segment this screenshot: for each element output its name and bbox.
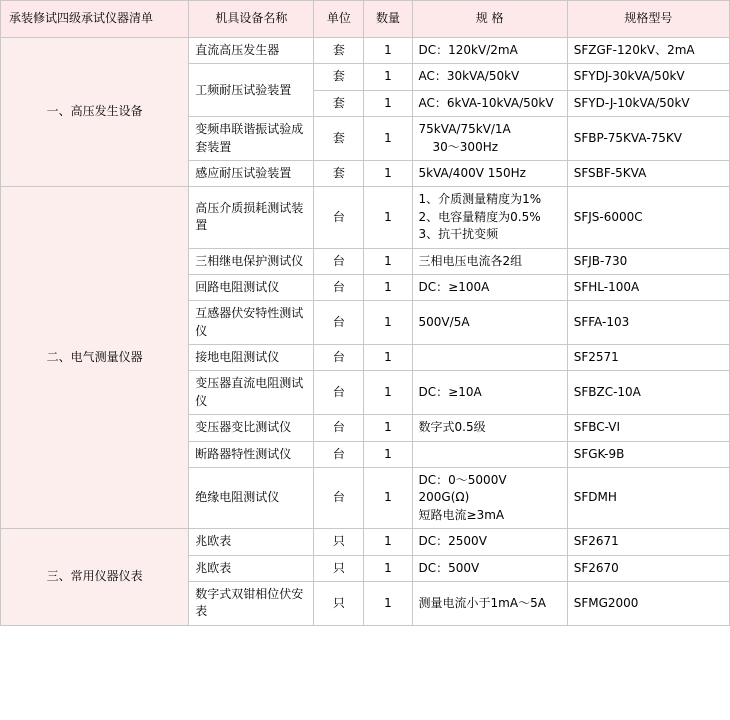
unit-cell: 只 (314, 555, 364, 581)
quantity-cell: 1 (364, 38, 412, 64)
specification-line: DC：≥10A (418, 385, 482, 400)
model-cell: SFDMH (567, 468, 729, 529)
category-cell: 二、电气测量仪器 (1, 187, 189, 529)
equipment-name-cell: 数字式双钳相位伏安表 (189, 581, 314, 625)
specification-line: 30～300Hz (432, 139, 499, 154)
specification-line: DC：≥100A (418, 279, 490, 294)
unit-cell: 套 (314, 160, 364, 186)
quantity-cell: 1 (364, 301, 412, 345)
equipment-name-cell: 工频耐压试验装置 (189, 64, 314, 117)
unit-cell: 台 (314, 301, 364, 345)
table-row (1, 187, 730, 248)
equipment-name-cell: 变频串联谐振试验成套装置 (189, 117, 314, 161)
model-cell: SFGK-9B (567, 441, 729, 467)
quantity-cell: 1 (364, 64, 412, 90)
quantity-cell: 1 (364, 415, 412, 441)
specification-cell (412, 274, 567, 300)
specification-line: 5kVA/400V 150Hz (418, 165, 526, 180)
quantity-cell: 1 (364, 345, 412, 371)
table-row (1, 38, 730, 64)
equipment-name-cell: 兆欧表 (189, 555, 314, 581)
model-cell: SF2671 (567, 529, 729, 555)
specification-cell (412, 38, 567, 64)
equipment-name-cell: 接地电阻测试仪 (189, 345, 314, 371)
column-header-model: 规格型号 (567, 1, 729, 38)
equipment-name-cell: 变压器直流电阻测试仪 (189, 371, 314, 415)
specification-line: 3、抗干扰变频 (418, 227, 499, 242)
category-cell: 三、常用仪器仪表 (1, 529, 189, 626)
equipment-name-cell: 回路电阻测试仪 (189, 274, 314, 300)
model-cell: SFBC-VI (567, 415, 729, 441)
model-cell: SFZGF-120kV、2mA (567, 38, 729, 64)
quantity-cell: 1 (364, 581, 412, 625)
model-cell: SFFA-103 (567, 301, 729, 345)
quantity-cell: 1 (364, 160, 412, 186)
table-row (1, 529, 730, 555)
specification-cell (412, 187, 567, 248)
model-cell: SFMG2000 (567, 581, 729, 625)
specification-cell (412, 415, 567, 441)
model-cell: SF2571 (567, 345, 729, 371)
unit-cell: 套 (314, 64, 364, 90)
specification-cell (412, 160, 567, 186)
specification-cell (412, 581, 567, 625)
specification-line: 500V/5A (418, 314, 470, 329)
column-header-unit: 单位 (314, 1, 364, 38)
model-cell: SFYDJ-30kVA/50kV (567, 64, 729, 90)
column-header-qty: 数量 (364, 1, 412, 38)
specification-cell (412, 555, 567, 581)
model-cell: SFBP-75KVA-75KV (567, 117, 729, 161)
quantity-cell: 1 (364, 371, 412, 415)
specification-cell (412, 64, 567, 90)
quantity-cell: 1 (364, 441, 412, 467)
equipment-name-cell: 变压器变比测试仪 (189, 415, 314, 441)
model-cell: SF2670 (567, 555, 729, 581)
quantity-cell: 1 (364, 529, 412, 555)
column-header-name: 机具设备名称 (189, 1, 314, 38)
column-header-spec: 规 格 (412, 1, 567, 38)
specification-cell (412, 371, 567, 415)
unit-cell: 台 (314, 468, 364, 529)
unit-cell: 套 (314, 38, 364, 64)
specification-cell (412, 441, 567, 467)
specification-line: DC：120kV/2mA (418, 43, 518, 57)
table-header-row (1, 1, 730, 38)
unit-cell: 套 (314, 117, 364, 161)
equipment-name-cell: 兆欧表 (189, 529, 314, 555)
equipment-name-cell: 直流高压发生器 (189, 38, 314, 64)
table-title: 承装修试四级承试仪器清单 (1, 1, 189, 38)
unit-cell: 台 (314, 274, 364, 300)
specification-cell (412, 248, 567, 274)
specification-line: 1、介质测量精度为1% (418, 192, 542, 207)
specification-line: 数字式0.5级 (418, 420, 486, 435)
specification-cell (412, 529, 567, 555)
unit-cell: 台 (314, 248, 364, 274)
equipment-name-cell: 绝缘电阻测试仪 (189, 468, 314, 529)
quantity-cell: 1 (364, 117, 412, 161)
quantity-cell: 1 (364, 187, 412, 248)
equipment-name-cell: 高压介质损耗测试装置 (189, 187, 314, 248)
specification-cell (412, 345, 567, 371)
specification-line: 75kVA/75kV/1A (418, 122, 511, 137)
unit-cell: 台 (314, 415, 364, 441)
specification-cell (412, 117, 567, 161)
specification-cell (412, 468, 567, 529)
quantity-cell: 1 (364, 468, 412, 529)
quantity-cell: 1 (364, 555, 412, 581)
specification-line: 2、电容量精度为0.5% (418, 209, 541, 224)
specification-line: 三相电压电流各2组 (418, 253, 523, 268)
category-cell: 一、高压发生设备 (1, 38, 189, 187)
specification-line: 短路电流≥3mA (418, 507, 505, 522)
equipment-name-cell: 断路器特性测试仪 (189, 441, 314, 467)
unit-cell: 台 (314, 441, 364, 467)
model-cell: SFSBF-5KVA (567, 160, 729, 186)
equipment-name-cell: 感应耐压试验装置 (189, 160, 314, 186)
specification-cell (412, 301, 567, 345)
unit-cell: 只 (314, 529, 364, 555)
quantity-cell: 1 (364, 248, 412, 274)
equipment-name-cell: 三相继电保护测试仪 (189, 248, 314, 274)
unit-cell: 台 (314, 371, 364, 415)
model-cell: SFYD-J-10kVA/50kV (567, 90, 729, 116)
specification-line: AC：6kVA-10kVA/50kV (418, 95, 554, 110)
quantity-cell: 1 (364, 274, 412, 300)
specification-line: 测量电流小于1mA～5A (418, 595, 546, 610)
equipment-name-cell: 互感器伏安特性测试仪 (189, 301, 314, 345)
specification-line: AC：30kVA/50kV (418, 69, 520, 84)
unit-cell: 只 (314, 581, 364, 625)
specification-cell (412, 90, 567, 116)
specification-line: DC：500V (418, 560, 480, 575)
unit-cell: 台 (314, 345, 364, 371)
model-cell: SFBZC-10A (567, 371, 729, 415)
unit-cell: 套 (314, 90, 364, 116)
table-body (1, 38, 730, 626)
quantity-cell: 1 (364, 90, 412, 116)
model-cell: SFHL-100A (567, 274, 729, 300)
specification-line: DC：0～5000V 200G(Ω) (418, 473, 507, 505)
specification-line: DC：2500V (418, 534, 487, 549)
model-cell: SFJB-730 (567, 248, 729, 274)
unit-cell: 台 (314, 187, 364, 248)
model-cell: SFJS-6000C (567, 187, 729, 248)
